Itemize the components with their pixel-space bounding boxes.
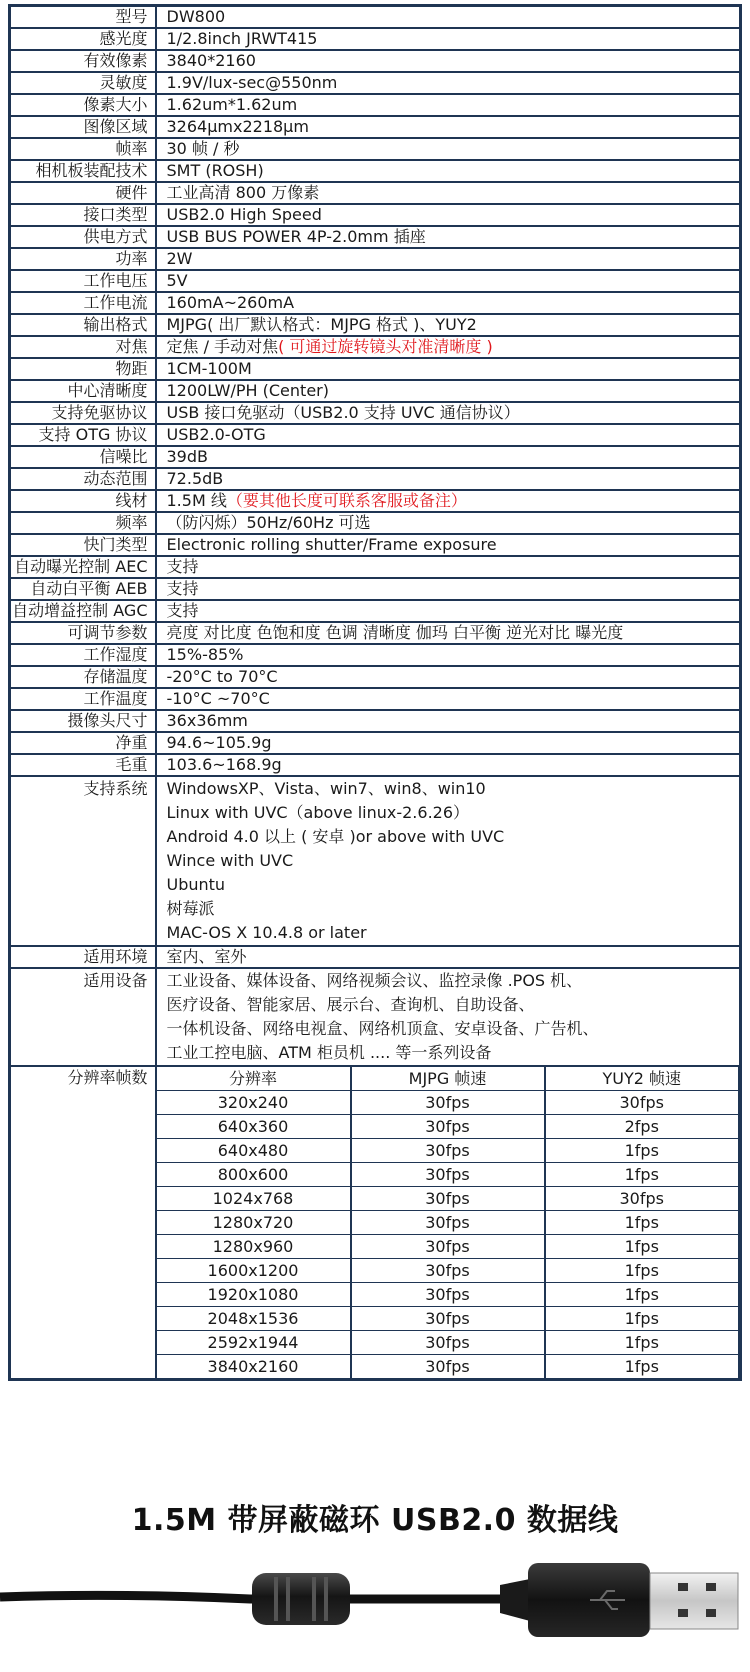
resolution-cell-value: 1fps bbox=[545, 1211, 739, 1235]
spec-row bbox=[10, 358, 741, 380]
spec-value: USB2.0-OTG bbox=[166, 425, 266, 444]
supported-systems-label: 支持系统 bbox=[10, 776, 156, 946]
spec-value: 30 帧 / 秒 bbox=[166, 139, 240, 158]
spec-label: 接口类型 bbox=[10, 204, 156, 226]
spec-value: 1.5M 线 bbox=[166, 491, 227, 510]
spec-value: 15%-85% bbox=[166, 645, 244, 664]
resolution-data-row bbox=[157, 1211, 739, 1235]
spec-note: （要其他长度可联系客服或备注） bbox=[226, 491, 467, 510]
resolution-cell-value: 30fps bbox=[351, 1235, 545, 1259]
spec-label: 自动白平衡 AEB bbox=[10, 578, 156, 600]
spec-value-cell bbox=[156, 380, 741, 402]
resolution-data-row bbox=[157, 1091, 739, 1115]
spec-value-cell bbox=[156, 490, 741, 512]
spec-label: 像素大小 bbox=[10, 94, 156, 116]
spec-row bbox=[10, 226, 741, 248]
resolution-cell-value: 30fps bbox=[351, 1259, 545, 1283]
spec-label: 工作温度 bbox=[10, 688, 156, 710]
spec-value-cell bbox=[156, 50, 741, 72]
spec-row bbox=[10, 402, 741, 424]
spec-value-cell bbox=[156, 600, 741, 622]
resolution-cell-value: 30fps bbox=[351, 1331, 545, 1355]
spec-row bbox=[10, 600, 741, 622]
spec-value-cell bbox=[156, 512, 741, 534]
spec-value: 支持 bbox=[166, 579, 199, 598]
spec-note: ( 可通过旋转镜头对准清晰度 ) bbox=[278, 337, 493, 356]
spec-value-cell bbox=[156, 468, 741, 490]
spec-value-cell bbox=[156, 424, 741, 446]
resolution-cell-value: 30fps bbox=[351, 1307, 545, 1331]
spec-label: 物距 bbox=[10, 358, 156, 380]
resolution-cell-value: 1fps bbox=[545, 1235, 739, 1259]
spec-label: 支持 OTG 协议 bbox=[10, 424, 156, 446]
spec-row bbox=[10, 6, 741, 29]
spec-value-cell bbox=[156, 314, 741, 336]
spec-value-cell bbox=[156, 226, 741, 248]
environment-label: 适用环境 bbox=[10, 946, 156, 968]
resolution-cell-value: 1fps bbox=[545, 1331, 739, 1355]
spec-value-cell bbox=[156, 94, 741, 116]
spec-label: 工作电压 bbox=[10, 270, 156, 292]
spec-value-cell bbox=[156, 28, 741, 50]
spec-row bbox=[10, 50, 741, 72]
applicable-devices-line: 工业设备、媒体设备、网络视频会议、监控录像 .POS 机、 bbox=[166, 971, 583, 990]
resolution-cell-value: 2fps bbox=[545, 1115, 739, 1139]
resolution-cell-value: 1280x960 bbox=[157, 1235, 351, 1259]
spec-label: 型号 bbox=[10, 6, 156, 29]
resolution-header: 分辨率 bbox=[157, 1067, 351, 1091]
spec-value: 5V bbox=[166, 271, 188, 290]
spec-value-cell bbox=[156, 182, 741, 204]
resolution-data-row bbox=[157, 1307, 739, 1331]
spec-label: 支持免驱协议 bbox=[10, 402, 156, 424]
spec-row bbox=[10, 512, 741, 534]
resolution-cell-value: 1fps bbox=[545, 1163, 739, 1187]
spec-row bbox=[10, 72, 741, 94]
resolution-header: YUY2 帧速 bbox=[545, 1067, 739, 1091]
spec-label: 感光度 bbox=[10, 28, 156, 50]
resolution-data-row bbox=[157, 1139, 739, 1163]
resolution-cell-value: 30fps bbox=[545, 1187, 739, 1211]
environment-row bbox=[10, 946, 741, 968]
resolution-cell-value: 320x240 bbox=[157, 1091, 351, 1115]
spec-row bbox=[10, 204, 741, 226]
spec-value: 36x36mm bbox=[166, 711, 248, 730]
resolution-cell-value: 1fps bbox=[545, 1355, 739, 1379]
resolution-data-row bbox=[157, 1283, 739, 1307]
resolution-cell-value: 2048x1536 bbox=[157, 1307, 351, 1331]
spec-label: 线材 bbox=[10, 490, 156, 512]
resolution-table bbox=[157, 1067, 740, 1378]
spec-label: 功率 bbox=[10, 248, 156, 270]
spec-row bbox=[10, 446, 741, 468]
spec-value-cell bbox=[156, 270, 741, 292]
spec-value-cell bbox=[156, 204, 741, 226]
spec-value: 39dB bbox=[166, 447, 208, 466]
spec-value: 94.6~105.9g bbox=[166, 733, 272, 752]
spec-value: 支持 bbox=[166, 557, 199, 576]
spec-value-cell bbox=[156, 446, 741, 468]
supported-systems-line: Wince with UVC bbox=[166, 851, 294, 870]
spec-label: 灵敏度 bbox=[10, 72, 156, 94]
spec-value: 3840*2160 bbox=[166, 51, 256, 70]
spec-label: 毛重 bbox=[10, 754, 156, 776]
spec-value: 103.6~168.9g bbox=[166, 755, 282, 774]
spec-label: 供电方式 bbox=[10, 226, 156, 248]
spec-label: 相机板装配技术 bbox=[10, 160, 156, 182]
spec-value-cell bbox=[156, 644, 741, 666]
resolution-data-row bbox=[157, 1331, 739, 1355]
spec-row bbox=[10, 688, 741, 710]
spec-value: SMT (ROSH) bbox=[166, 161, 264, 180]
spec-row bbox=[10, 710, 741, 732]
spec-value-cell bbox=[156, 578, 741, 600]
resolution-cell-value: 1fps bbox=[545, 1259, 739, 1283]
resolution-cell-value: 30fps bbox=[351, 1187, 545, 1211]
spec-value-cell bbox=[156, 358, 741, 380]
resolution-cell-value: 30fps bbox=[351, 1283, 545, 1307]
environment-value: 室内、室外 bbox=[156, 946, 741, 968]
spec-row bbox=[10, 468, 741, 490]
spec-row bbox=[10, 116, 741, 138]
resolution-data-row bbox=[157, 1115, 739, 1139]
spec-value-cell bbox=[156, 666, 741, 688]
resolution-header-row bbox=[157, 1067, 739, 1091]
spec-value-cell bbox=[156, 248, 741, 270]
resolution-cell-value: 30fps bbox=[351, 1355, 545, 1379]
spec-row bbox=[10, 556, 741, 578]
spec-value-cell bbox=[156, 336, 741, 358]
spec-value-cell bbox=[156, 622, 741, 644]
resolution-cell-value: 1920x1080 bbox=[157, 1283, 351, 1307]
spec-row bbox=[10, 578, 741, 600]
spec-label: 有效像素 bbox=[10, 50, 156, 72]
supported-systems-line: 树莓派 bbox=[166, 899, 215, 918]
spec-label: 工作湿度 bbox=[10, 644, 156, 666]
spec-label: 工作电流 bbox=[10, 292, 156, 314]
supported-systems-value-cell bbox=[156, 776, 741, 946]
resolution-data-row bbox=[157, 1187, 739, 1211]
spec-value: 工业高清 800 万像素 bbox=[166, 183, 320, 202]
spec-label: 动态范围 bbox=[10, 468, 156, 490]
resolution-label: 分辨率帧数 bbox=[10, 1066, 156, 1380]
spec-label: 自动增益控制 AGC bbox=[10, 600, 156, 622]
spec-value-cell bbox=[156, 292, 741, 314]
spec-table bbox=[8, 4, 742, 1381]
spec-value-cell bbox=[156, 402, 741, 424]
supported-systems-line: Android 4.0 以上 ( 安卓 )or above with UVC bbox=[166, 827, 505, 846]
spec-row bbox=[10, 644, 741, 666]
spec-value: DW800 bbox=[166, 7, 226, 26]
resolution-cell-value: 30fps bbox=[545, 1091, 739, 1115]
spec-value: 72.5dB bbox=[166, 469, 224, 488]
spec-value-cell bbox=[156, 116, 741, 138]
spec-value-cell bbox=[156, 556, 741, 578]
spec-row bbox=[10, 534, 741, 556]
resolution-header: MJPG 帧速 bbox=[351, 1067, 545, 1091]
applicable-devices-line: 工业工控电脑、ATM 柜员机 .... 等一系列设备 bbox=[166, 1043, 492, 1062]
spec-row bbox=[10, 182, 741, 204]
spec-value: MJPG( 出厂默认格式：MJPG 格式 )、YUY2 bbox=[166, 315, 477, 334]
spec-row bbox=[10, 314, 741, 336]
spec-value-cell bbox=[156, 6, 741, 29]
resolution-cell-value: 30fps bbox=[351, 1115, 545, 1139]
spec-label: 可调节参数 bbox=[10, 622, 156, 644]
resolution-cell-value: 2592x1944 bbox=[157, 1331, 351, 1355]
spec-row bbox=[10, 490, 741, 512]
spec-value: 1.62um*1.62um bbox=[166, 95, 298, 114]
spec-row bbox=[10, 424, 741, 446]
spec-value-cell bbox=[156, 534, 741, 556]
spec-label: 图像区域 bbox=[10, 116, 156, 138]
resolution-cell-value: 30fps bbox=[351, 1163, 545, 1187]
spec-value-cell bbox=[156, 160, 741, 182]
spec-value: 亮度 对比度 色饱和度 色调 清晰度 伽玛 白平衡 逆光对比 曝光度 bbox=[166, 623, 624, 642]
spec-label: 存储温度 bbox=[10, 666, 156, 688]
spec-value: Electronic rolling shutter/Frame exposure bbox=[166, 535, 497, 554]
spec-value: 1CM-100M bbox=[166, 359, 252, 378]
resolution-cell-value: 30fps bbox=[351, 1091, 545, 1115]
spec-value: 3264μmx2218μm bbox=[166, 117, 309, 136]
spec-label: 对焦 bbox=[10, 336, 156, 358]
spec-row bbox=[10, 732, 741, 754]
spec-value: 1.9V/lux-sec@550nm bbox=[166, 73, 338, 92]
spec-value-cell bbox=[156, 732, 741, 754]
spec-row bbox=[10, 160, 741, 182]
spec-label: 快门类型 bbox=[10, 534, 156, 556]
supported-systems-line: WindowsXP、Vista、win7、win8、win10 bbox=[166, 779, 486, 798]
spec-value-cell bbox=[156, 138, 741, 160]
spec-value: 定焦 / 手动对焦 bbox=[166, 337, 279, 356]
supported-systems-line: MAC-OS X 10.4.8 or later bbox=[166, 923, 367, 942]
resolution-cell-value: 3840x2160 bbox=[157, 1355, 351, 1379]
resolution-cell-value: 30fps bbox=[351, 1211, 545, 1235]
spec-value: （防闪烁）50Hz/60Hz 可选 bbox=[166, 513, 371, 532]
spec-value-cell bbox=[156, 754, 741, 776]
spec-value: 2W bbox=[166, 249, 193, 268]
resolution-cell-value: 30fps bbox=[351, 1139, 545, 1163]
spec-row bbox=[10, 94, 741, 116]
supported-systems-line: Linux with UVC（above linux-2.6.26） bbox=[166, 803, 470, 822]
spec-row bbox=[10, 28, 741, 50]
spec-value-cell bbox=[156, 72, 741, 94]
spec-value: 支持 bbox=[166, 601, 199, 620]
spec-value: USB BUS POWER 4P-2.0mm 插座 bbox=[166, 227, 426, 246]
resolution-cell-value: 1600x1200 bbox=[157, 1259, 351, 1283]
resolution-cell bbox=[156, 1066, 741, 1380]
spec-label: 净重 bbox=[10, 732, 156, 754]
spec-label: 硬件 bbox=[10, 182, 156, 204]
usb-cable-image bbox=[0, 1545, 750, 1665]
resolution-data-row bbox=[157, 1355, 739, 1379]
spec-value: 1200LW/PH (Center) bbox=[166, 381, 329, 400]
resolution-data-row bbox=[157, 1163, 739, 1187]
applicable-devices-label: 适用设备 bbox=[10, 968, 156, 1066]
spec-label: 中心清晰度 bbox=[10, 380, 156, 402]
spec-label: 频率 bbox=[10, 512, 156, 534]
spec-value: 1/2.8inch JRWT415 bbox=[166, 29, 318, 48]
applicable-devices-line: 一体机设备、网络电视盒、网络机顶盒、安卓设备、广告机、 bbox=[166, 1019, 599, 1038]
applicable-devices-row bbox=[10, 968, 741, 1066]
spec-value: -10°C ~70°C bbox=[166, 689, 270, 708]
resolution-cell-value: 800x600 bbox=[157, 1163, 351, 1187]
resolution-cell-value: 1fps bbox=[545, 1283, 739, 1307]
spec-value-cell bbox=[156, 710, 741, 732]
supported-systems-line: Ubuntu bbox=[166, 875, 226, 894]
resolution-row bbox=[10, 1066, 741, 1380]
spec-row bbox=[10, 138, 741, 160]
spec-value: USB2.0 High Speed bbox=[166, 205, 322, 224]
spec-row bbox=[10, 270, 741, 292]
applicable-devices-value-cell bbox=[156, 968, 741, 1066]
resolution-cell-value: 1024x768 bbox=[157, 1187, 351, 1211]
spec-label: 输出格式 bbox=[10, 314, 156, 336]
resolution-cell-value: 640x360 bbox=[157, 1115, 351, 1139]
spec-row bbox=[10, 754, 741, 776]
resolution-data-row bbox=[157, 1259, 739, 1283]
spec-label: 信噪比 bbox=[10, 446, 156, 468]
resolution-data-row bbox=[157, 1235, 739, 1259]
spec-row bbox=[10, 666, 741, 688]
spec-row bbox=[10, 622, 741, 644]
cable-title: 1.5M 带屏蔽磁环 USB2.0 数据线 bbox=[131, 1503, 619, 1538]
applicable-devices-line: 医疗设备、智能家居、展示台、查询机、自助设备、 bbox=[166, 995, 535, 1014]
spec-row bbox=[10, 336, 741, 358]
spec-value: USB 接口免驱动（USB2.0 支持 UVC 通信协议） bbox=[166, 403, 520, 422]
spec-label: 摄像头尺寸 bbox=[10, 710, 156, 732]
spec-value: -20°C to 70°C bbox=[166, 667, 278, 686]
resolution-cell-value: 640x480 bbox=[157, 1139, 351, 1163]
supported-systems-row bbox=[10, 776, 741, 946]
spec-label: 自动曝光控制 AEC bbox=[10, 556, 156, 578]
resolution-cell-value: 1fps bbox=[545, 1307, 739, 1331]
spec-value: 160mA~260mA bbox=[166, 293, 295, 312]
spec-value-cell bbox=[156, 688, 741, 710]
spec-label: 帧率 bbox=[10, 138, 156, 160]
spec-row bbox=[10, 292, 741, 314]
spec-row bbox=[10, 248, 741, 270]
resolution-cell-value: 1280x720 bbox=[157, 1211, 351, 1235]
resolution-cell-value: 1fps bbox=[545, 1139, 739, 1163]
spec-row bbox=[10, 380, 741, 402]
